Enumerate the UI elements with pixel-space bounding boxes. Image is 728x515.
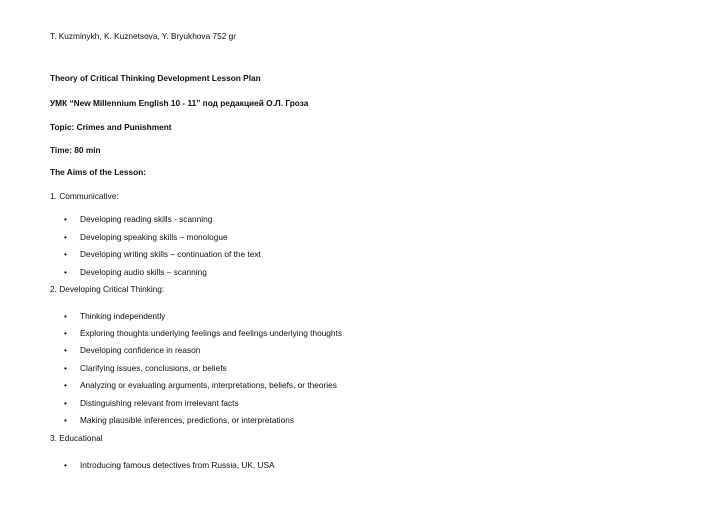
bullet-icon: •	[64, 415, 67, 425]
bullet-icon: •	[64, 398, 67, 408]
authors-line: T. Kuzminykh, K. Kuznetsova, Y. Bryukhova 752 gr	[50, 31, 237, 41]
time-line: Time: 80 min	[50, 145, 101, 155]
bullet-icon: •	[64, 214, 67, 224]
bullet-icon: •	[64, 363, 67, 373]
document-title: Theory of Critical Thinking Development Lesson Plan	[50, 73, 261, 83]
bullet-icon: •	[64, 249, 67, 259]
section-heading-critical-thinking: 2. Developing Critical Thinking:	[50, 284, 165, 294]
bullet-icon: •	[64, 345, 67, 355]
bullet-icon: •	[64, 328, 67, 338]
bullet-icon: •	[64, 460, 67, 470]
bullet-icon: •	[64, 232, 67, 242]
topic-line: Topic: Crimes and Punishment	[50, 122, 172, 132]
textbook-line: УМК “New Millennium English 10 - 11” под редакцией О.Л. Гроза	[50, 98, 309, 108]
bullet-icon: •	[64, 311, 67, 321]
bullet-icon: •	[64, 380, 67, 390]
section-heading-educational: 3. Educational	[50, 433, 103, 443]
aims-heading: The Aims of the Lesson:	[50, 167, 147, 177]
bullet-icon: •	[64, 267, 67, 277]
section-heading-communicative: 1. Communicative:	[50, 191, 119, 201]
